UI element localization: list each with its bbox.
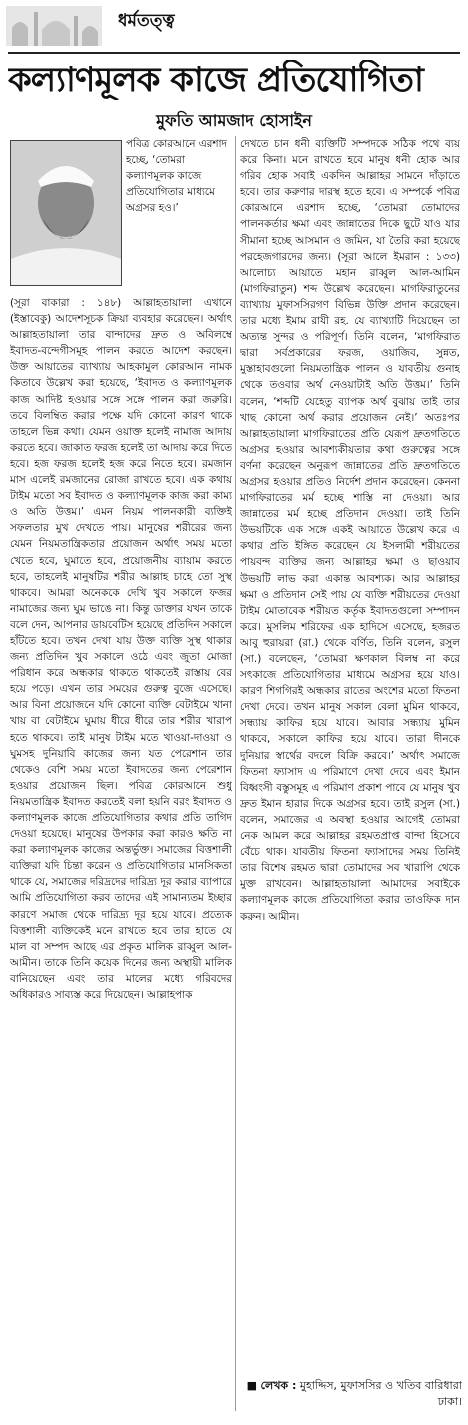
article-byline: মুফতি আমজাদ হোসাইন (156, 111, 312, 130)
author-label: লেখক : (260, 1379, 297, 1392)
column-divider (235, 136, 236, 1411)
mosque-skyline-icon (6, 6, 102, 46)
article-body-right: দেখতে চান ধনী ব্যক্তিটি সম্পদকে সঠিক পথে ব্যয় করে কিনা। মনে রাখতে হবে মানুষ ধনী হোক আর গরিব হোক সবাই একদিন আল্লাহর সামনে দাঁড়াতে হবে। তার করুণার দারস্থ হতে হবে। এ সম্পর্কে পবিত্র কোরআনে এরশাদ হচ্ছে, ‘তোমরা তোমাদের পালনকর্তার ক্ষমা এবং জান্নাতের দিকে ছুটে যাও যার সীমানা হচ্ছে আসমান ও জমিন, যা তৈরি করা হয়েছে পরহেজগারদের জন্য। (সূরা আলে ইমরান : ১৩৩) আলোচ্য আয়াতে মহান রাব্বুল আল-আমিন (মাগফিরাতুন) শব্দ উল্লেখ করেছেন। মাগফিরাতুনের ব্যাখ্যায় মুফাসসিরগণ বিভিন্ন উক্তি প্রদান করেছেন। তার মধ্যে ইমাম রাযী রহ. যে ব্যাখ্যাটি দিয়েছেন তা অত্যন্ত সুন্দর ও পরিপূর্ণ। তিনি বলেন, ‘মাগফিরাত দ্বারা সর্বপ্রকারের ফরজ, ওয়াজিব, সুন্নত, মুস্তাহাবগুলো নিয়মতান্ত্রিক পালন ও যাবতীয় গুনাহ থেকে তওবার অর্থ নেওয়াটাই অতি উত্তম।’ তিনি বলেন, ‘শব্দটি যেহেতু ব্যাপক অর্থ বুঝায় তাই তার খাছ কোনো অর্থ করার প্রয়োজন নেই।’ অতঃপর আল্লাহতায়ালা মাগফিরাতের প্রতি যেরূপ দ্রুতগতিতে অগ্রসর হওয়ার আবশ্যকীয়তার কথা গুরুত্বের সঙ্গে বর্ণনা করেছেন অনুরূপ জান্নাতের প্রতি দ্রুতগতিতে অগ্রসর হওয়ার প্রতিও নির্দেশ প্রদান করেছেন। কেননা মাগফিরাতের মর্ম হচ্ছে শাস্তি না দেওয়া। আর জান্নাতের মর্ম হচ্ছে প্রতিদান দেওয়া। তাই তিনি উভয়টিকে এক সঙ্গে একই আয়াতে উল্লেখ করে এ কথার প্রতি ইঙ্গিত করেছেন যে ইসলামী শরীয়তের পায়বন্দ ব্যক্তির জন্য আল্লাহর ক্ষমা ও ছাওয়াব উভয়টি লাভ করা একান্ত আবশ্যক। আর আল্লাহর ক্ষমা ও প্রতিদান সেই পায় যে ব্যক্তি শরীয়তের দেওয়া টাইম মোতাবেক শরীয়ত কর্তৃক ইবাদতগুলো সম্পাদন করে। মুসলিম শরিফের এক হাদিসে এসেছে, হজরত আবু হুরায়রা (রা.) থেকে বর্ণিত, তিনি বলেন, রসুল (সা.) বলেছেন, ‘তোমরা ক্ষণকাল বিলম্ব না করে সৎকাজে প্রতিযোগিতার মাধ্যমে অগ্রসর হয়ে যাও। কারণ শিগগিরই অন্ধকার রাতের অংশের মতো ফিতনা দেখা দেবে। তখন মানুষ সকাল বেলা মুমিন থাকবে, সন্ধ্যায় কাফির হয়ে যাবে। আবার সন্ধ্যায় মুমিন থাকবে, সকালে কাফির হয়ে যাবে। তারা দীনকে দুনিয়ার স্বার্থের বদলে বিক্রি করবে।’ অর্থাৎ সমাজে ফিতনা ফ্যাসাদ এ পরিমাণে দেখা দেবে এবং ইমান বিধ্বংসী বস্তুসমূহ এ পরিমাণ প্রকাশ পাবে যে মানুষ খুব দ্রুত ইমান হারার দিকে অগ্রসর হবে। তাই রসুল (সা.) বলেন, সমাজের এ অবস্থা হওয়ার আগেই তোমরা নেক আমল করে আল্লাহর রহমতপ্রাপ্ত বান্দা হিসেবে বেঁচে থাক। যাবতীয় ফিতনা ফ্যাসাদের সময় তিনিই তার বিশেষ রহমত দ্বারা তোমাদের সব খারাপি থেকে মুক্ত রাখবেন। আল্লাহতায়ালা আমাদের সবাইকে কল্যাণমূলক কাজে প্রতিযোগিতা করার তাওফিক দান করুন। আমীন। (240, 138, 460, 923)
author-photo (10, 140, 122, 286)
section-header (0, 0, 468, 52)
article-intro: পবিত্র কোরআনে এরশাদ হচ্ছে, ‘তোমরা কল্যাণমূলক কাজে প্রতিযোগিতার মাধ্যমে অগ্রসর হও।’ (126, 138, 227, 215)
bullet-square-icon: ■ (246, 1379, 261, 1392)
author-note (240, 1378, 462, 1410)
section-label: ধর্মতত্ত্ব (118, 11, 175, 31)
article-body-left: (সূরা বাকারা : ১৪৮) আল্লাহতায়ালা এখানে (ইস্তাবেকু) আদেশসূচক ক্রিয়া ব্যবহার করেছেন। অর্থাৎ আল্লাহতায়ালা তার বান্দাদের দ্রুত ও অবিলম্বে ইবাদত-বন্দেগীসমূহ পালন করতে আদেশ করছেন। উক্ত আয়াতের ব্যাখ্যায় আহকামুল কোরআন নামক কিতাবে উল্লেখ করা হয়েছে, ‘ইবাদত ও কল্যাণমূলক কাজ আদিষ্ট হওয়ার সঙ্গে সঙ্গে পালন করা জরুরি। তবে বিলম্বিত করার পক্ষে যদি কোনো কারণ থাকে তাহলে ভিন্ন কথা। যেমন ওয়াক্ত হলেই নামাজ আদায় করতে হবে। জাকাত ফরজ হলেই তা আদায় করে দিতে হবে। হজ ফরজ হলেই হজ করে নিতে হবে। রমজান মাস এলেই রমজানের রোজা রাখতে হবে। এক কথায় টাইম মতো সব ইবাদত ও কল্যাণমূলক কাজ করা কাম্য ও অতি উত্তম।’ এমন নিয়ম পালনকারী ব্যক্তিই সফলতার মুখ দেখতে পায়। মানুষের শরীরের জন্য যেমন নিয়মতান্ত্রিকতার প্রয়োজন অর্থাৎ সময় মতো খেতে হবে, ঘুমাতে হবে, প্রয়োজনীয় ব্যায়াম করতে হবে, তাহলেই মানুষটির শরীর আল্লাহ চাহে তো সুস্থ থাকবে। আমরা অনেককে দেখি খুব সকালে ফজর নামাজের জন্য ঘুম ভাঙে না। কিন্তু ডাক্তার যখন তাকে বলে দেন, আপনার ডায়বেটিস হয়েছে প্রতিদিন সকালে হাঁটতে হবে। তখন দেখা যায় উক্ত ব্যক্তি সুস্থ থাকার জন্য প্রতিদিন খুব সকালে ওঠে এবং জুতা মোজা পরিধান করে অন্ধকার থাকতে থাকতেই রাস্তায় বের হয়ে পড়ে। এখন তার সময়ের গুরুত্ব বুজে এসেছে। আর বিনা প্রয়োজনে যদি কোনো ব্যক্তি বেটাইমে খানা খায় বা বেটাইমে ঘুমায় ধীরে ধীরে তার শরীর খারাপ হতে থাকবে। তাই মানুষ টাইম মতে খাওয়া-দাওয়া ও ঘুমসহ দুনিয়াবি কাজের জন্য যত পেরেশান তার থেকেও বেশি সময় মতো ইবাদতের জন্য পেরেশান হওয়ার প্রয়োজন ছিল। পবিত্র কোরআনে শুধু নিয়মতান্ত্রিক ইবাদত করতেই বলা হয়নি বরং ইবাদত ও কল্যাণমূলক কাজে প্রতিযোগিতার কথার প্রতি তাগিদ দেওয়া হয়েছে। মানুষের উপকার করা কারও ক্ষতি না করা কল্যাণমূলক কাজের অন্তর্ভুক্ত। সমাজের বিত্তশালী ব্যক্তিরা যদি চিন্তা করেন ও প্রতিযোগিতার মানসিকতা থাকে যে, সমাজের দরিদ্রদের দারিদ্র্য দূর করার ব্যাপারে আমি প্রতিযোগিতা করব তাদের এই সামান্যতম ইচ্ছার কারণে সমাজ থেকে দারিদ্র্য দূর হয়ে যাবে। প্রত্যেক বিত্তশালী ব্যক্তিকেই মনে রাখতে হবে তার হাতে যে মাল বা সম্পদ আছে এর প্রকৃত মালিক রাব্বুল আল-আমীন। তাকে তিনি কয়েক দিনের জন্য অস্থায়ী মালিক বানিয়েছেন এবং তার মালের মধ্যে গরিবদের অধিকারও সাব্যস্ত করে দিয়েছেন। আল্লাহপাক (10, 297, 232, 1002)
author-portrait-icon (11, 141, 121, 285)
header-rule (8, 52, 460, 54)
author-info: মুহাদ্দিস, মুফাসসির ও খতিব বারিধারা ঢাকা। (299, 1379, 462, 1408)
article-headline: কল্যাণমূলক কাজে প্রতিযোগিতা (8, 60, 423, 100)
